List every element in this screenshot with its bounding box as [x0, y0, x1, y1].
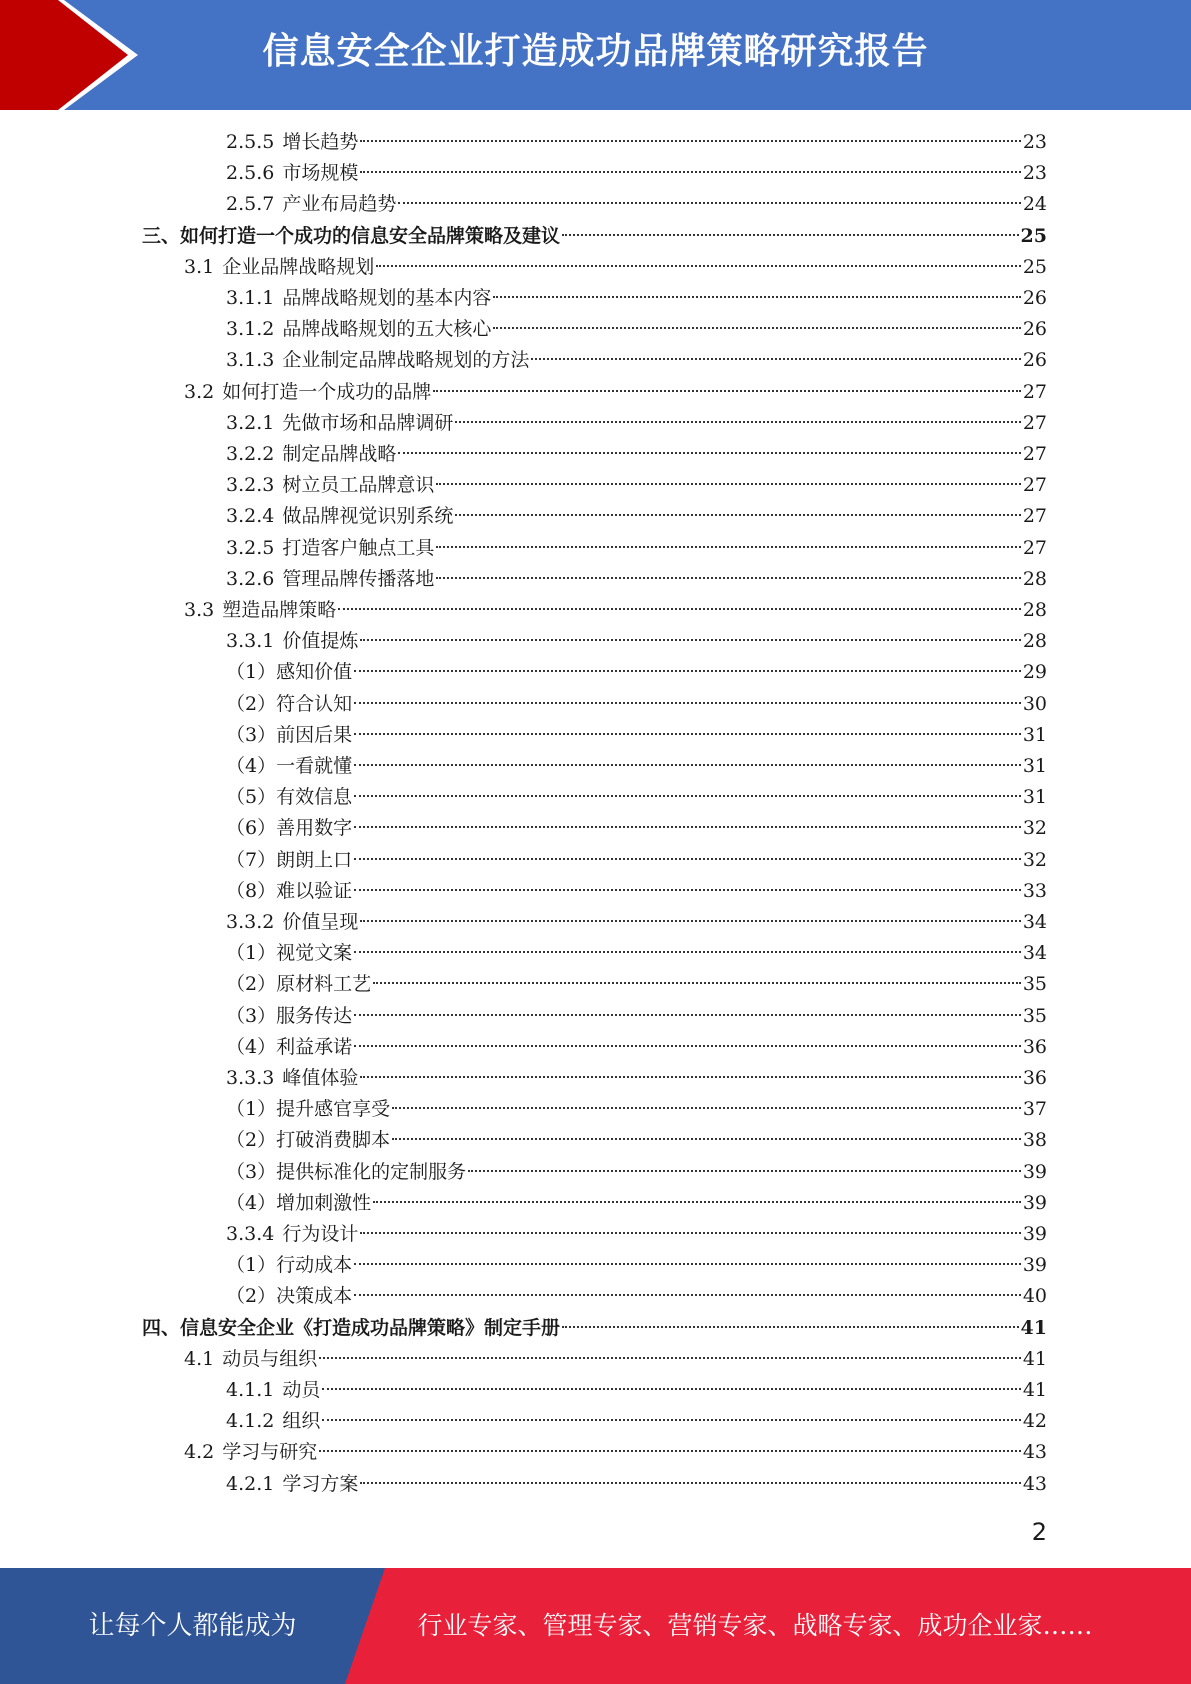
toc-entry[interactable] — [184, 1437, 1047, 1468]
toc-entry-number: 4.1.2 — [226, 1410, 275, 1433]
toc-entry-number: 2.5.6 — [226, 162, 275, 185]
toc-entry-title: （2）符合认知 — [226, 692, 353, 715]
toc-entry-page: 27 — [1022, 474, 1047, 497]
toc-entry[interactable] — [226, 1375, 1047, 1406]
toc-entry-page: 41 — [1022, 1347, 1047, 1370]
toc-entry-number: 3.3.2 — [226, 911, 275, 933]
toc-entry-number: 4.1 — [184, 1347, 215, 1370]
toc-entry-page: 39 — [1022, 1254, 1047, 1277]
toc-entry-title: 品牌战略规划的基本内容 — [282, 287, 492, 309]
toc-dot-leader — [354, 795, 1021, 797]
toc-entry[interactable] — [226, 1063, 1047, 1094]
toc-entry[interactable] — [226, 1125, 1047, 1156]
toc-entry[interactable] — [142, 221, 1047, 252]
toc-entry[interactable] — [226, 439, 1047, 470]
toc-entry[interactable] — [226, 1250, 1047, 1281]
toc-entry-title: （4）利益承诺 — [226, 1035, 353, 1058]
toc-entry-title: 峰值体验 — [282, 1067, 359, 1089]
toc-entry-number: 3.2.5 — [226, 536, 275, 559]
toc-dot-leader — [360, 639, 1020, 641]
toc-entry-title: 市场规模 — [282, 162, 359, 185]
toc-entry-number: 2.5.5 — [226, 131, 275, 153]
toc-entry[interactable] — [184, 595, 1047, 626]
toc-entry-title: （1）感知价值 — [226, 661, 353, 684]
toc-entry-title: （8）难以验证 — [226, 879, 353, 902]
toc-entry-title: 先做市场和品牌调研 — [282, 411, 454, 434]
toc-entry-title: 学习方案 — [282, 1472, 359, 1495]
toc-dot-leader — [354, 1014, 1021, 1016]
toc-entry-title: 增长趋势 — [282, 131, 359, 153]
toc-entry-page: 34 — [1022, 911, 1047, 933]
toc-entry-title: （2）决策成本 — [226, 1285, 353, 1308]
toc-entry-page: 25 — [1020, 224, 1047, 247]
toc-dot-leader — [319, 1357, 1021, 1359]
toc-entry-number: 3.1.3 — [226, 349, 275, 372]
toc-entry-page: 27 — [1022, 536, 1047, 559]
toc-entry-number: 3.1 — [184, 255, 215, 278]
toc-entry-page: 27 — [1022, 411, 1047, 434]
toc-entry-page: 41 — [1022, 1379, 1047, 1401]
toc-entry-page: 31 — [1022, 723, 1047, 746]
toc-entry-number: 3.2.2 — [226, 443, 275, 465]
toc-entry-page: 25 — [1022, 255, 1047, 278]
toc-entry[interactable] — [142, 1313, 1047, 1344]
page-header — [0, 0, 1191, 110]
toc-entry[interactable] — [226, 501, 1047, 532]
toc-entry[interactable] — [226, 751, 1047, 782]
toc-entry-title: 打造客户触点工具 — [282, 536, 435, 559]
page-footer — [0, 1568, 1191, 1684]
toc-dot-leader — [354, 1263, 1021, 1265]
toc-entry-title: 如何打造一个成功的品牌 — [222, 380, 432, 403]
toc-entry[interactable] — [226, 564, 1047, 595]
toc-entry[interactable] — [226, 1094, 1047, 1125]
toc-dot-leader — [376, 265, 1021, 267]
toc-entry-page: 36 — [1022, 1067, 1047, 1089]
toc-dot-leader — [354, 702, 1021, 704]
toc-entry[interactable] — [226, 657, 1047, 688]
toc-dot-leader — [436, 483, 1020, 485]
toc-entry-number: 3.2 — [184, 380, 215, 403]
toc-dot-leader — [562, 234, 1019, 236]
toc-entry-title: 行为设计 — [282, 1223, 359, 1245]
toc-entry-page: 27 — [1022, 443, 1047, 465]
toc-entry-page: 31 — [1022, 786, 1047, 809]
toc-entry[interactable] — [226, 907, 1047, 938]
toc-entry-title: 产业布局趋势 — [282, 193, 397, 216]
toc-entry[interactable] — [184, 1344, 1047, 1375]
toc-entry-title: （3）提供标准化的定制服务 — [226, 1160, 467, 1183]
toc-entry-page: 26 — [1022, 287, 1047, 309]
toc-entry[interactable] — [226, 845, 1047, 876]
toc-entry[interactable] — [184, 252, 1047, 283]
toc-entry-page: 23 — [1022, 131, 1047, 153]
toc-entry[interactable] — [226, 189, 1047, 220]
toc-entry-page: 39 — [1022, 1223, 1047, 1245]
footer-slogan-left: 让每个人都能成为 — [88, 1611, 297, 1641]
toc-dot-leader — [392, 1107, 1021, 1109]
toc-dot-leader — [322, 1419, 1020, 1421]
toc-dot-leader — [562, 1326, 1019, 1328]
toc-dot-leader — [322, 1388, 1020, 1390]
toc-entry[interactable] — [226, 1281, 1047, 1312]
toc-entry-number: 4.1.1 — [226, 1379, 275, 1401]
toc-entry-title: （7）朗朗上口 — [226, 848, 353, 871]
toc-entry-page: 31 — [1022, 755, 1047, 777]
toc-entry-title: 动员 — [282, 1379, 321, 1401]
toc-entry-title: （4）增加刺激性 — [226, 1191, 372, 1214]
toc-entry-title: 树立员工品牌意识 — [282, 474, 435, 497]
toc-entry-title: 价值提炼 — [282, 630, 359, 653]
toc-dot-leader — [354, 670, 1021, 672]
toc-entry[interactable] — [226, 782, 1047, 813]
toc-entry[interactable] — [226, 1032, 1047, 1063]
toc-dot-leader — [455, 514, 1020, 516]
toc-entry[interactable] — [226, 470, 1047, 501]
toc-entry-page: 37 — [1022, 1098, 1047, 1121]
toc-entry-number: 3.2.1 — [226, 411, 275, 434]
toc-entry-page: 42 — [1022, 1410, 1047, 1433]
toc-dot-leader — [493, 296, 1020, 298]
toc-entry-page: 33 — [1022, 879, 1047, 902]
toc-entry[interactable] — [226, 314, 1047, 345]
toc-entry-title: （3）前因后果 — [226, 723, 353, 746]
toc-entry-number: 3.3.1 — [226, 630, 275, 653]
toc-entry-number: 3.2.4 — [226, 505, 275, 528]
toc-dot-leader — [392, 1138, 1021, 1140]
toc-entry-page: 43 — [1022, 1472, 1047, 1495]
toc-entry-title: 做品牌视觉识别系统 — [282, 505, 454, 528]
toc-entry-title: （1）视觉文案 — [226, 942, 353, 965]
toc-dot-leader — [373, 1201, 1021, 1203]
toc-entry-title: （1）提升感官享受 — [226, 1098, 391, 1121]
toc-dot-leader — [360, 1076, 1020, 1078]
toc-entry-title: 管理品牌传播落地 — [282, 567, 435, 590]
toc-dot-leader — [338, 608, 1021, 610]
toc-dot-leader — [360, 171, 1020, 173]
toc-entry[interactable] — [226, 1157, 1047, 1188]
toc-dot-leader — [398, 452, 1020, 454]
toc-entry[interactable] — [226, 938, 1047, 969]
toc-entry-page: 23 — [1022, 162, 1047, 185]
toc-entry-title: 四、信息安全企业《打造成功品牌策略》制定手册 — [142, 1316, 561, 1339]
toc-entry-title: （3）服务传达 — [226, 1004, 353, 1027]
toc-entry[interactable] — [226, 626, 1047, 657]
toc-entry-page: 27 — [1022, 505, 1047, 528]
toc-dot-leader — [354, 889, 1021, 891]
toc-entry[interactable] — [226, 158, 1047, 189]
toc-entry-page: 28 — [1022, 630, 1047, 653]
toc-entry[interactable] — [226, 408, 1047, 439]
toc-dot-leader — [354, 1294, 1021, 1296]
toc-dot-leader — [360, 1482, 1020, 1484]
toc-entry-page: 36 — [1022, 1035, 1047, 1058]
toc-dot-leader — [436, 577, 1020, 579]
toc-entry-number: 4.2.1 — [226, 1472, 275, 1495]
toc-dot-leader — [360, 140, 1020, 142]
toc-entry-title: （1）行动成本 — [226, 1254, 353, 1277]
toc-entry-page: 41 — [1020, 1316, 1047, 1339]
toc-entry[interactable] — [226, 720, 1047, 751]
toc-entry-page: 26 — [1022, 349, 1047, 372]
toc-entry-page: 27 — [1022, 380, 1047, 403]
toc-entry-number: 4.2 — [184, 1441, 215, 1464]
toc-entry-number: 2.5.7 — [226, 193, 275, 216]
footer-slogan-right: 行业专家、管理专家、营销专家、战略专家、成功企业家…… — [417, 1611, 1093, 1640]
toc-entry-title: 企业品牌战略规划 — [222, 255, 375, 278]
document-title: 信息安全企业打造成功品牌策略研究报告 — [262, 31, 929, 72]
toc-entry-page: 34 — [1022, 942, 1047, 965]
toc-entry[interactable] — [226, 345, 1047, 376]
toc-entry-title: （2）原材料工艺 — [226, 973, 372, 996]
toc-entry[interactable] — [226, 969, 1047, 1000]
toc-dot-leader — [360, 1232, 1020, 1234]
toc-entry-page: 40 — [1022, 1285, 1047, 1308]
toc-entry-page: 32 — [1022, 817, 1047, 840]
toc-entry-title: 品牌战略规划的五大核心 — [282, 318, 492, 341]
toc-entry[interactable] — [226, 689, 1047, 720]
toc-entry-title: 学习与研究 — [222, 1441, 318, 1464]
toc-dot-leader — [531, 358, 1020, 360]
toc-entry-page: 28 — [1022, 567, 1047, 590]
toc-entry-page: 29 — [1022, 661, 1047, 684]
toc-entry-number: 3.1.2 — [226, 318, 275, 341]
toc-dot-leader — [468, 1170, 1021, 1172]
toc-dot-leader — [354, 951, 1021, 953]
toc-entry-title: 价值呈现 — [282, 911, 359, 933]
toc-dot-leader — [433, 390, 1021, 392]
toc-entry-title: 组织 — [282, 1410, 321, 1433]
toc-dot-leader — [319, 1450, 1021, 1452]
toc-entry-page: 39 — [1022, 1191, 1047, 1214]
toc-dot-leader — [398, 202, 1020, 204]
toc-dot-leader — [493, 327, 1020, 329]
toc-entry-page: 28 — [1022, 599, 1047, 621]
toc-entry[interactable] — [184, 377, 1047, 408]
toc-entry-page: 30 — [1022, 692, 1047, 715]
toc-entry[interactable] — [226, 1001, 1047, 1032]
toc-entry-number: 3.2.3 — [226, 474, 275, 497]
toc-entry[interactable] — [226, 1188, 1047, 1219]
toc-entry[interactable] — [226, 283, 1047, 314]
toc-entry-title: 动员与组织 — [222, 1347, 318, 1370]
toc-entry[interactable] — [226, 876, 1047, 907]
toc-entry-page: 26 — [1022, 318, 1047, 341]
toc-dot-leader — [360, 920, 1020, 922]
toc-dot-leader — [354, 764, 1021, 766]
toc-entry-page: 39 — [1022, 1160, 1047, 1183]
toc-entry-page: 32 — [1022, 848, 1047, 871]
toc-entry[interactable] — [226, 1406, 1047, 1437]
toc-entry-title: （5）有效信息 — [226, 786, 353, 809]
toc-entry-title: （6）善用数字 — [226, 817, 353, 840]
toc-entry-page: 43 — [1022, 1441, 1047, 1464]
toc-entry-page: 35 — [1022, 1004, 1047, 1027]
toc-dot-leader — [436, 546, 1020, 548]
toc-dot-leader — [354, 1045, 1021, 1047]
toc-dot-leader — [455, 421, 1020, 423]
toc-entry[interactable] — [226, 1219, 1047, 1250]
toc-entry-title: 企业制定品牌战略规划的方法 — [282, 349, 530, 372]
toc-entry-title: （4）一看就懂 — [226, 755, 353, 777]
toc-entry[interactable] — [226, 1469, 1047, 1500]
toc-entry-number: 3.1.1 — [226, 287, 275, 309]
toc-entry-page: 35 — [1022, 973, 1047, 996]
toc-dot-leader — [354, 858, 1021, 860]
toc-entry-page: 38 — [1022, 1129, 1047, 1152]
toc-entry-title: （2）打破消费脚本 — [226, 1129, 391, 1152]
toc-entry-number: 3.3.3 — [226, 1067, 275, 1089]
toc-entry-title: 塑造品牌策略 — [222, 599, 337, 621]
toc-entry[interactable] — [226, 813, 1047, 844]
toc-entry-title: 制定品牌战略 — [282, 443, 397, 465]
toc-dot-leader — [354, 733, 1021, 735]
toc-entry[interactable] — [226, 533, 1047, 564]
toc-entry-title: 三、如何打造一个成功的信息安全品牌策略及建议 — [142, 224, 561, 247]
page-number: 2 — [1031, 1518, 1047, 1546]
toc-entry-number: 3.3.4 — [226, 1223, 275, 1245]
toc-entry[interactable] — [226, 127, 1047, 158]
toc-entry-number: 3.2.6 — [226, 567, 275, 590]
toc-entry-number: 3.3 — [184, 599, 215, 621]
toc-dot-leader — [373, 982, 1021, 984]
toc-entry-page: 24 — [1022, 193, 1047, 216]
toc-dot-leader — [354, 826, 1021, 828]
